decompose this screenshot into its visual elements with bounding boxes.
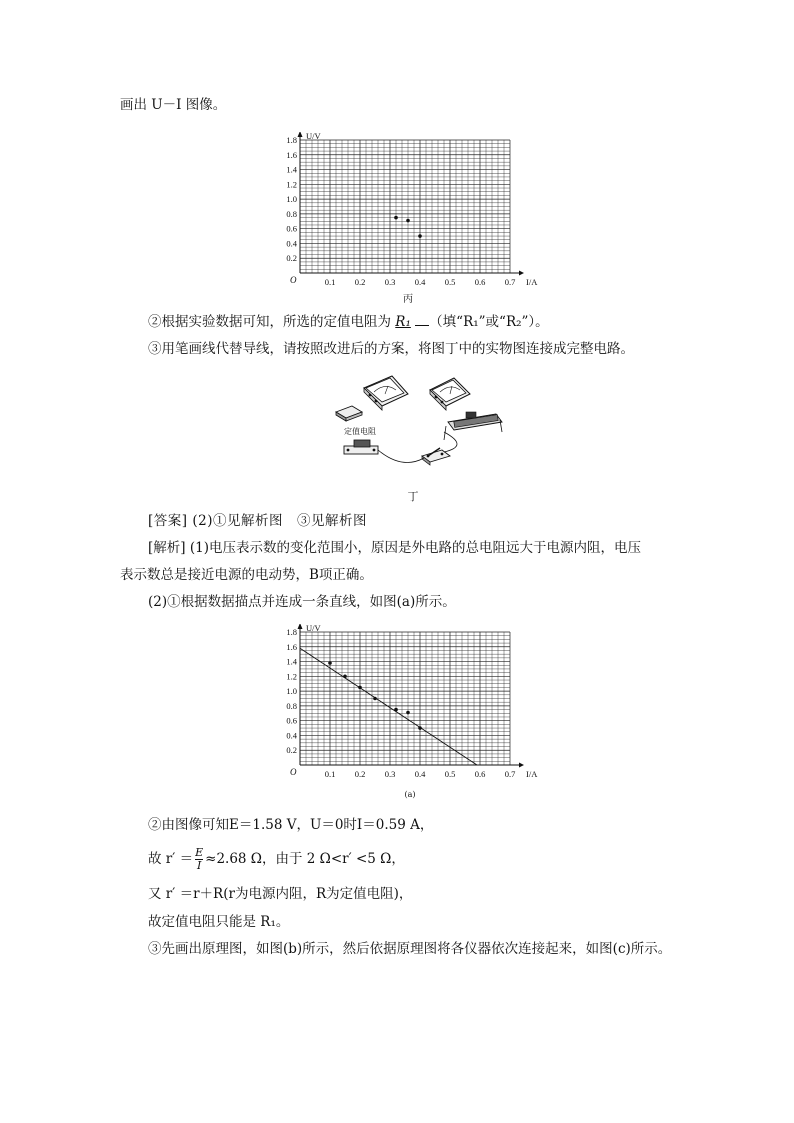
analysis-label: [解析] [148, 540, 186, 556]
ui-chart-bing [278, 132, 548, 292]
chart-bing-y-tick-label: 0.4 [286, 238, 297, 249]
chart-a-y-tick-label: 1.0 [286, 686, 297, 697]
analysis-line-4: ②由图像可知E＝1.58 V，U＝0时I＝0.59 A， [148, 817, 434, 833]
chart-bing-y-tick-label: 0.6 [286, 223, 297, 234]
question-3: ③用笔画线代替导线，请按照改进后的方案，将图丁中的实物图连接成完整电路。 [148, 341, 634, 357]
chart-a-x-tick-label: 0.3 [384, 769, 396, 779]
chart-a-data-point [343, 675, 347, 679]
chart-a-y-tick-label: 0.6 [286, 715, 297, 726]
chart-a-x-tick-label: 0.4 [414, 769, 426, 779]
chart-bing-y-tick-label: 1.8 [286, 135, 297, 145]
caption-a: (a) [404, 790, 416, 799]
analysis-line-8: ③先画出原理图，如图(b)所示，然后依据原理图将各仪器依次连接起来，如图(c)所示。 [148, 941, 672, 957]
switch-icon [422, 448, 450, 465]
chart-a-y-label: U/V [306, 624, 321, 633]
analysis-line-7: 故定值电阻只能是 R₁。 [148, 914, 290, 930]
meter-2-icon [430, 378, 470, 410]
chart-a-y-tick-label: 0.2 [286, 745, 297, 756]
chart-a-data-point [358, 686, 362, 690]
fixed-resistor-icon [344, 440, 378, 454]
chart-bing-y-tick-label: 1.6 [286, 149, 297, 160]
chart-bing-x-tick-label: 0.5 [444, 277, 456, 287]
chart-a-y-tick-label: 1.8 [286, 627, 297, 637]
chart-a-data-point [373, 697, 377, 701]
chart-a-data-point [394, 708, 398, 712]
resistor-label: 定值电阻 [344, 427, 376, 436]
chart-a-x-tick-label: 0.1 [324, 769, 336, 779]
chart-a-x-label: I/A [526, 769, 538, 779]
battery-icon [336, 406, 362, 421]
answer-label: [答案] [148, 513, 188, 529]
fraction-denominator: I [196, 859, 202, 872]
answer-text: (2)①见解析图 ③见解析图 [192, 513, 367, 529]
chart-a-y-tick-label: 1.2 [286, 671, 297, 682]
chart-bing-y-tick-label: 1.2 [286, 179, 297, 190]
wire-2 [444, 432, 457, 452]
chart-bing-grid [300, 140, 510, 273]
chart-bing-y-tick-label: 1.0 [286, 194, 297, 205]
chart-bing-x-tick-label: 0.2 [354, 277, 366, 287]
fraction-numerator: E [195, 846, 204, 859]
chart-bing-x-tick-label: 0.7 [504, 277, 516, 287]
analysis-line-3: (2)①根据数据描点并连成一条直线，如图(a)所示。 [148, 594, 456, 610]
chart-a-y-arrow [298, 624, 303, 629]
caption-bing: 丙 [403, 294, 413, 305]
answer-line [148, 512, 367, 530]
chart-bing-origin-label: O [290, 275, 297, 285]
chart-bing-x-arrow [519, 271, 524, 276]
apparatus-figure-ding [330, 370, 530, 480]
analysis-5-suffix: ≈2.68 Ω，由于 2 Ω<r′ <5 Ω， [205, 851, 405, 867]
chart-bing-y-arrow [298, 132, 303, 137]
chart-a-data-point [418, 726, 422, 730]
chart-bing-x-tick-label: 0.6 [474, 277, 486, 287]
analysis-text-1: (1)电压表示数的变化范围小，原因是外电路的总电阻远大于电源内阻，电压 [189, 540, 641, 556]
chart-a-origin-label: O [290, 767, 297, 777]
chart-bing-y-tick-label: 0.2 [286, 253, 297, 264]
chart-a-y-tick-label: 1.6 [286, 641, 297, 652]
intro-text: 画出 U－I 图像。 [120, 97, 227, 113]
meter-1-icon [364, 376, 408, 410]
chart-a-data-point [406, 711, 410, 715]
chart-bing-data-point [418, 234, 422, 238]
chart-bing-x-tick-label: 0.1 [324, 277, 336, 287]
caption-ding: 丁 [407, 490, 419, 503]
fraction-e-over-i [195, 847, 203, 872]
ui-chart-a [278, 624, 548, 784]
wire-1 [378, 450, 424, 463]
analysis-line-6: 又 r′ ＝r＋R(r为电源内阻，R为定值电阻)， [148, 886, 413, 902]
chart-bing-data-point [394, 216, 398, 220]
chart-bing-data-point [406, 219, 410, 223]
chart-bing-y-tick-label: 1.4 [286, 164, 297, 175]
analysis-line-5 [148, 847, 405, 872]
chart-bing-x-label: I/A [526, 277, 538, 287]
chart-a-y-tick-label: 1.4 [286, 656, 297, 667]
chart-a-x-tick-label: 0.6 [474, 769, 486, 779]
analysis-line-2: 表示数总是接近电源的电动势，B项正确。 [120, 567, 373, 583]
chart-a-grid [300, 632, 510, 765]
rheostat-icon [444, 412, 502, 440]
chart-a-x-arrow [519, 763, 524, 768]
chart-bing-x-tick-label: 0.3 [384, 277, 396, 287]
analysis-line-1 [148, 539, 641, 557]
chart-a-x-tick-label: 0.2 [354, 769, 366, 779]
q2-suffix: （填“R₁”或“R₂”）。 [429, 314, 549, 330]
q2-prefix: ②根据实验数据可知，所选的定值电阻为 [148, 314, 396, 330]
q2-answer: R₁ [395, 314, 411, 330]
chart-a-x-tick-label: 0.5 [444, 769, 456, 779]
chart-a-data-point [328, 661, 332, 665]
chart-a-y-tick-label: 0.8 [286, 700, 297, 711]
chart-a-y-tick-label: 0.4 [286, 730, 297, 741]
chart-a-fit-line [300, 648, 477, 765]
chart-bing-y-label: U/V [306, 132, 321, 141]
question-2 [148, 313, 549, 331]
analysis-5-prefix: 故 r′ ＝ [148, 851, 194, 867]
chart-bing-x-tick-label: 0.4 [414, 277, 426, 287]
chart-bing-y-tick-label: 0.8 [286, 208, 297, 219]
chart-a-x-tick-label: 0.7 [504, 769, 516, 779]
